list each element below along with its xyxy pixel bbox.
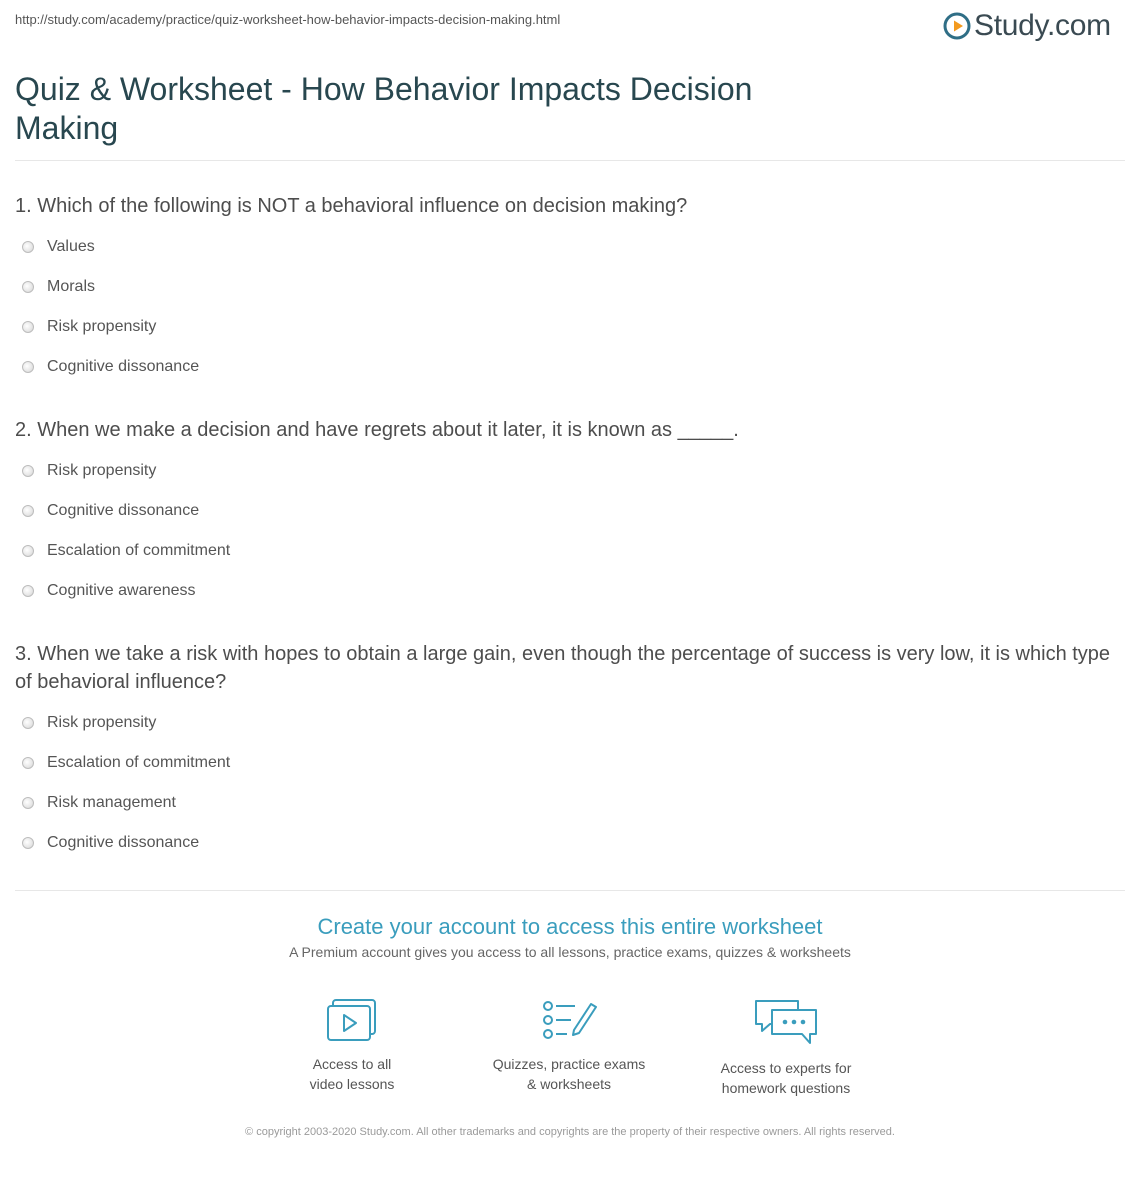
quiz-checklist-icon	[541, 998, 597, 1042]
q3-option-3[interactable]	[22, 791, 176, 815]
cta-title[interactable]: Create your account to access this entire worksheet	[317, 914, 823, 939]
q2-option-2[interactable]	[22, 499, 199, 523]
option-label: Values	[47, 238, 95, 255]
page-title: Quiz & Worksheet - How Behavior Impacts Decision Making	[15, 71, 753, 146]
q3-option-2[interactable]	[22, 751, 230, 775]
feature-label: Access to experts for homework questions	[720, 1060, 852, 1096]
q1-option-2[interactable]	[22, 275, 95, 299]
q3-option-4[interactable]	[22, 831, 199, 855]
video-lesson-icon	[327, 998, 377, 1042]
option-label: Escalation of commitment	[47, 754, 231, 771]
radio-button[interactable]	[22, 505, 34, 517]
feature-quizzes	[469, 998, 669, 1094]
radio-button[interactable]	[22, 837, 34, 849]
question-2: 2. When we make a decision and have regrets about it later, it is known as _____.	[15, 419, 739, 441]
feature-label: Access to all video lessons	[309, 1056, 395, 1092]
question-3: 3. When we take a risk with hopes to obtain a large gain, even though the percentage of success is very low, it is which type of behavioral influence?	[15, 643, 1111, 693]
option-label: Risk propensity	[47, 318, 157, 335]
page-url: http://study.com/academy/practice/quiz-worksheet-how-behavior-impacts-decision-making.html	[15, 12, 561, 27]
radio-button[interactable]	[22, 361, 34, 373]
radio-button[interactable]	[22, 281, 34, 293]
radio-button[interactable]	[22, 717, 34, 729]
option-label: Risk management	[47, 794, 176, 811]
option-label: Cognitive dissonance	[47, 834, 200, 851]
title-divider	[15, 160, 1125, 161]
radio-button[interactable]	[22, 757, 34, 769]
question-1: 1. Which of the following is NOT a behavioral influence on decision making?	[15, 195, 688, 217]
q1-option-1[interactable]	[22, 235, 95, 259]
radio-button[interactable]	[22, 241, 34, 253]
option-label: Risk propensity	[47, 714, 157, 731]
radio-button[interactable]	[22, 585, 34, 597]
q1-option-3[interactable]	[22, 315, 156, 339]
feature-video-lessons	[252, 998, 452, 1094]
copyright-notice: © copyright 2003-2020 Study.com. All other trademarks and copyrights are the property of their respective owners. All rights reserved.	[245, 1126, 895, 1138]
chat-bubbles-icon	[754, 998, 818, 1046]
cta-subtitle: A Premium account gives you access to all lessons, practice exams, quizzes & worksheets	[289, 944, 851, 960]
play-circle-icon	[943, 12, 971, 40]
option-label: Risk propensity	[47, 462, 157, 479]
option-label: Cognitive dissonance	[47, 358, 200, 375]
q2-option-3[interactable]	[22, 539, 230, 563]
q1-option-4[interactable]	[22, 355, 199, 379]
option-label: Morals	[47, 278, 96, 295]
q2-option-1[interactable]	[22, 459, 156, 483]
option-label: Escalation of commitment	[47, 542, 231, 559]
option-label: Cognitive dissonance	[47, 502, 200, 519]
questions-divider	[15, 890, 1125, 891]
page-header	[0, 0, 1140, 60]
study-logo[interactable]	[943, 6, 1111, 46]
option-label: Cognitive awareness	[47, 582, 196, 599]
logo-text: Study.com	[974, 9, 1111, 42]
feature-label: Quizzes, practice exams & worksheets	[492, 1056, 646, 1092]
feature-experts	[686, 998, 886, 1098]
radio-button[interactable]	[22, 797, 34, 809]
q2-option-4[interactable]	[22, 579, 196, 603]
q3-option-1[interactable]	[22, 711, 156, 735]
radio-button[interactable]	[22, 465, 34, 477]
radio-button[interactable]	[22, 321, 34, 333]
radio-button[interactable]	[22, 545, 34, 557]
